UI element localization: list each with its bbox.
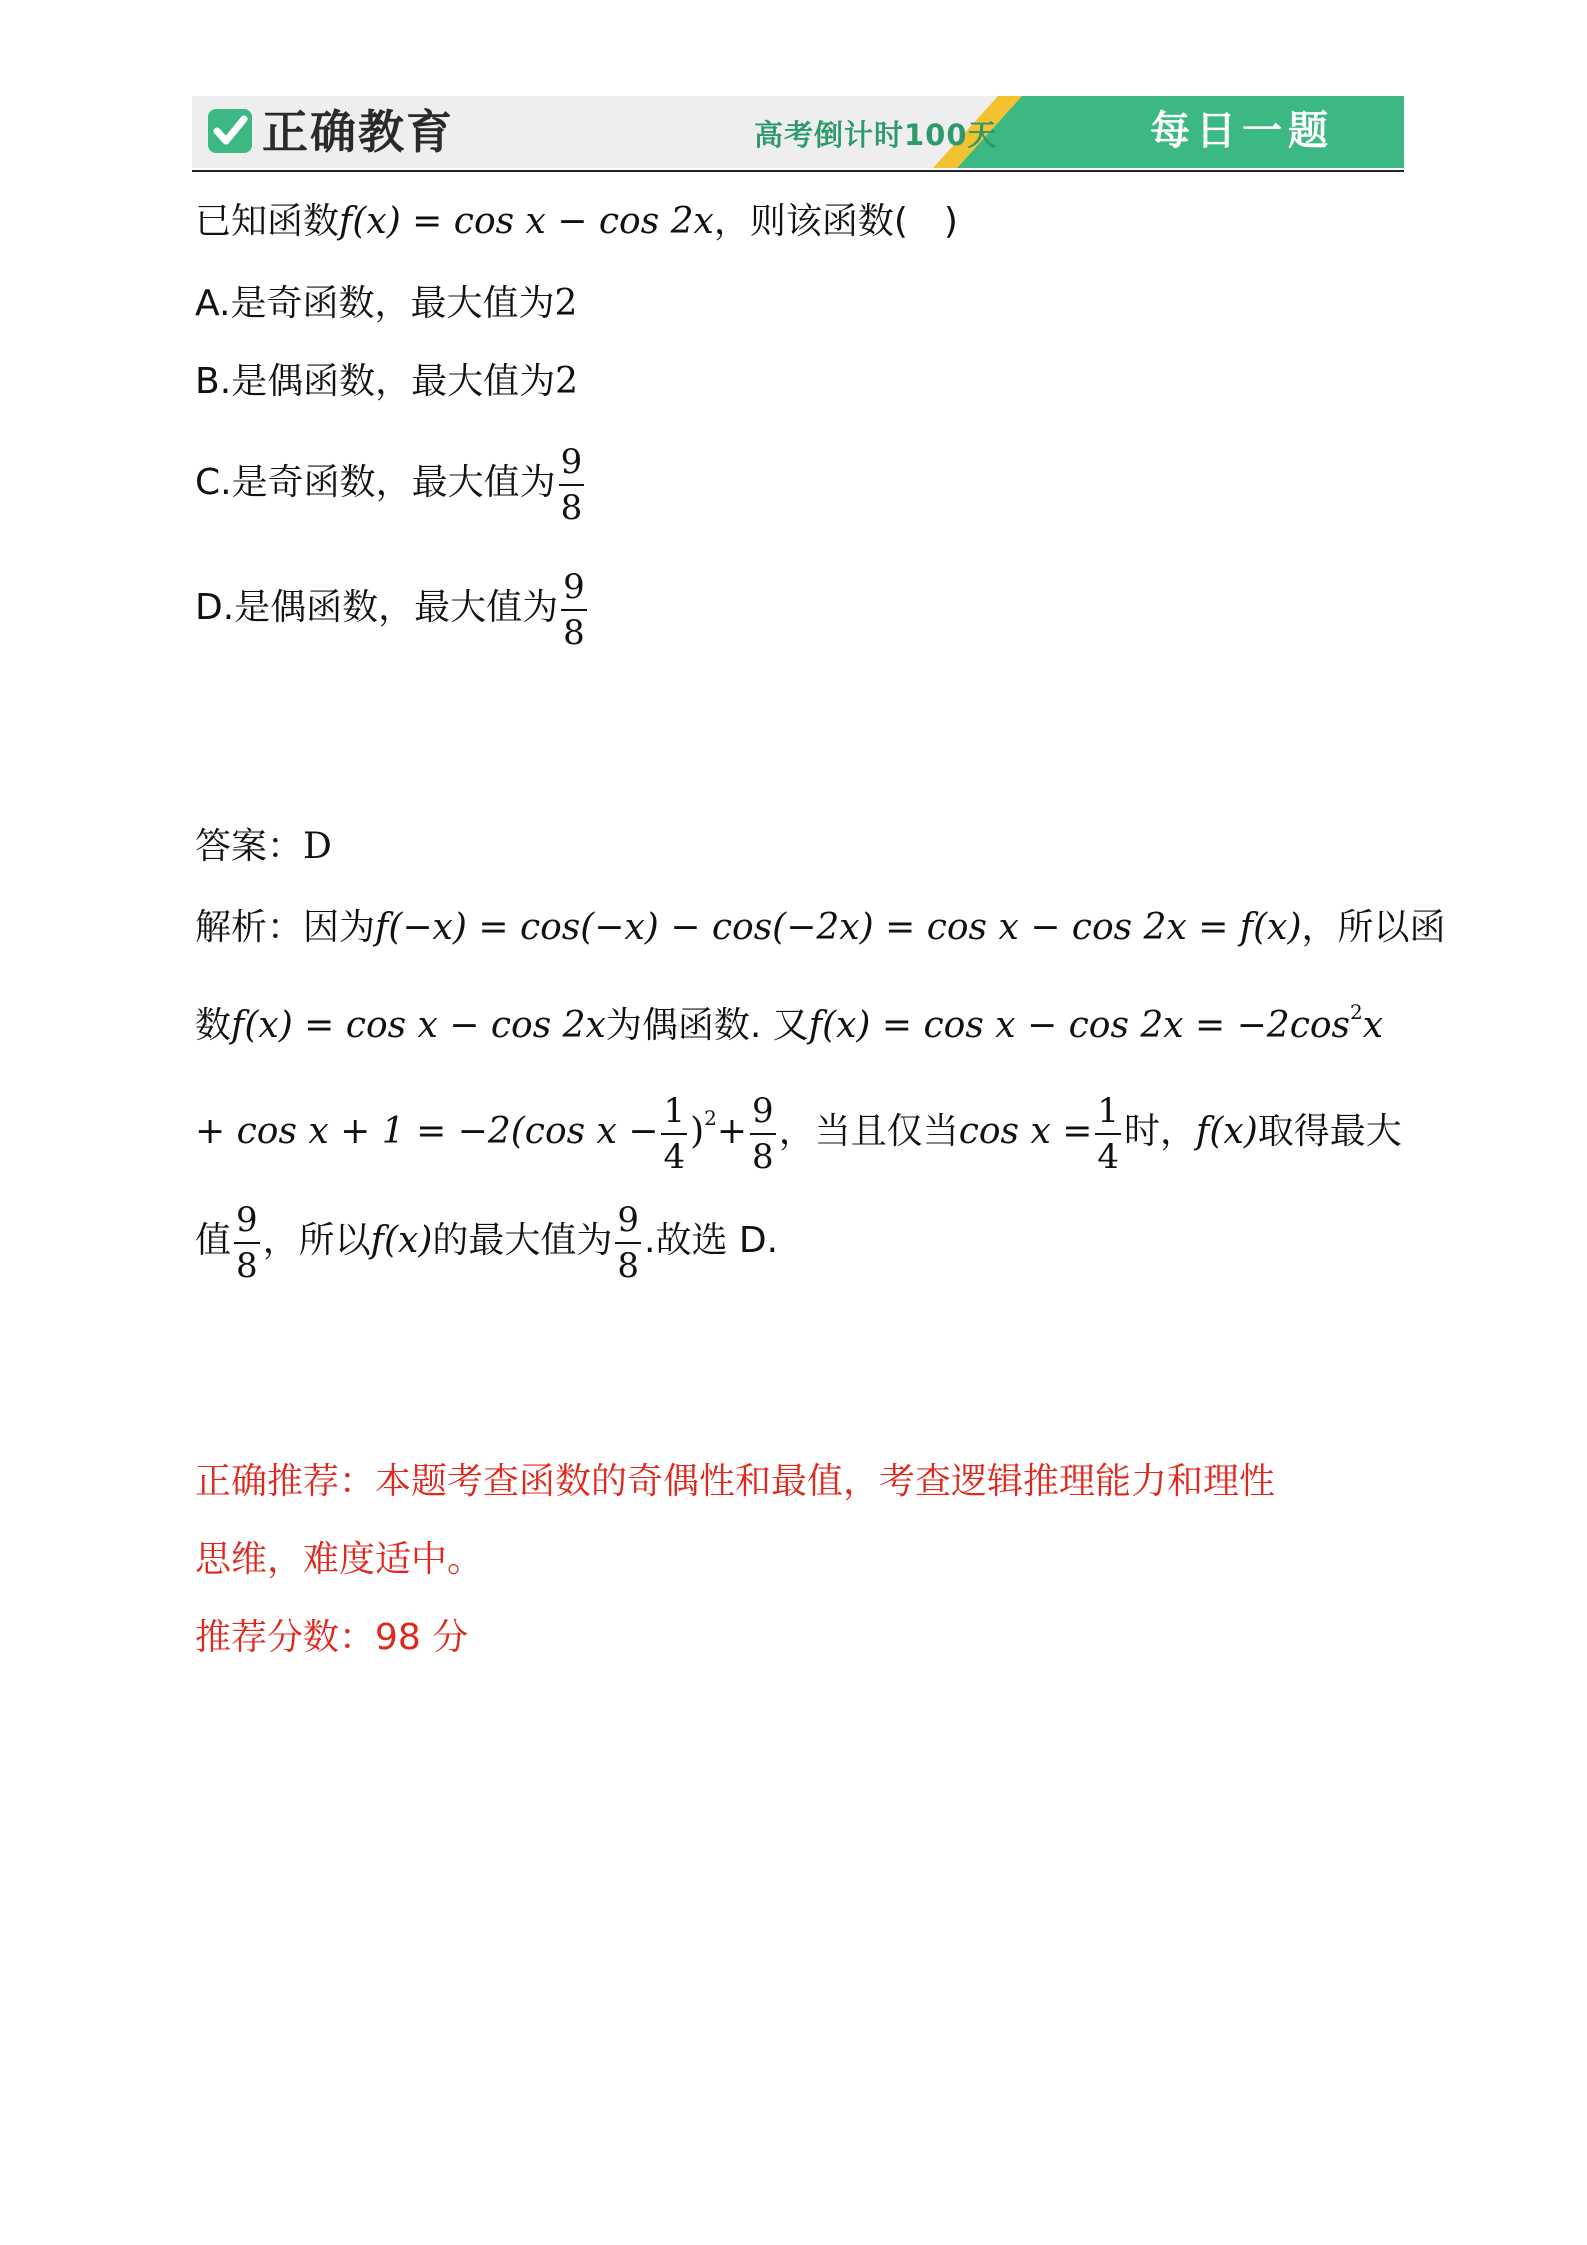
brand-name: 正确教育 [262,105,454,159]
countdown-text: 高考倒计时100天 [754,118,998,152]
recommendation-line-1: 正确推荐：本题考查函数的奇偶性和最值，考查逻辑推理能力和理性 [195,1461,1276,1502]
analysis-line-2: 数f(x) = cos x − cos 2x为偶函数. 又$f(x) = \cos x - \cos 2x = -2\cos^2x$ [195,1000,1384,1046]
daily-question-title: 每日一题 [1150,108,1334,154]
analysis-line-1: 解析：因为f(−x) = cos(−x) − cos(−2x) = cos x − cos 2x = f(x)，所以函 [195,907,1446,948]
fraction: $\frac{1}{4}$ [663,1091,686,1177]
option-a: A.是奇函数，最大值为2 [195,283,578,324]
stem-formula: f(x) = cos x − cos 2x [339,201,714,242]
analysis-line-4: 值 $\frac{9}{8}$ ，所以f(x)的最大值为 $\frac{9}{8}$ .故选 D. [195,1200,779,1286]
check-logo-icon [206,107,254,155]
option-d: D.是偶函数，最大值为 $\frac{9}{8}$ [195,567,585,653]
answer-line: 答案：D [195,826,332,867]
answer-value: D [303,826,332,867]
recommendation-score: 推荐分数：98 分 [195,1617,469,1658]
fraction: $\frac{1}{4}$ [1097,1091,1120,1177]
option-c: C.是奇函数，最大值为 $\frac{9}{8}$ [195,442,583,528]
analysis-line-3: + cos x + 1 = −2(cos x − $\frac{1}{4}$ )$^2$+ $\frac{9}{8}$ ，当且仅当cos x = $\frac{1}{4}$ 时，f(x)取得最大 [195,1091,1402,1177]
fraction: $\frac{9}{8}$ [560,442,583,528]
question-stem: 已知函数f(x) = cos x − cos 2x，则该函数( ) [195,201,958,242]
option-b: B.是偶函数，最大值为2 [195,361,579,402]
fraction: $\frac{9}{8}$ [563,567,585,653]
recommendation-line-2: 思维，难度适中。 [195,1539,484,1580]
fraction: $\frac{9}{8}$ [752,1091,774,1177]
header-banner [192,96,1404,168]
fraction: $\frac{9}{8}$ [617,1200,640,1286]
fraction: $\frac{9}{8}$ [236,1200,258,1286]
header-divider [192,170,1404,172]
